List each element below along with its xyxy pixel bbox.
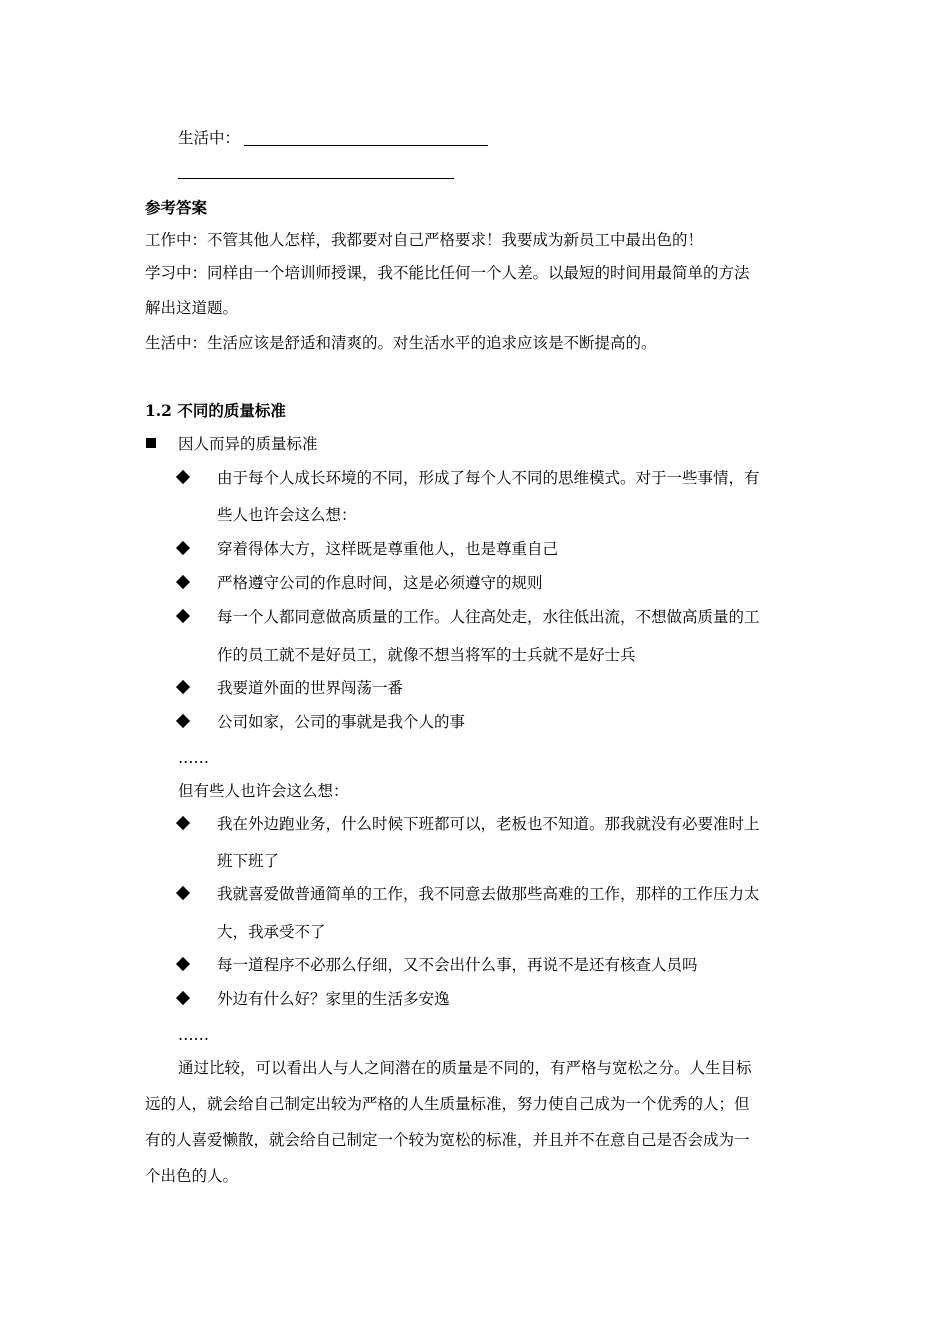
diamond-bullet-icon (176, 609, 190, 623)
list-item-continuation: 班下班了 (217, 852, 280, 870)
list-item: 每一个人都同意做高质量的工作。人往高处走，水往低出流，不想做高质量的工 (217, 608, 760, 626)
answer-work: 工作中：不管其他人怎样，我都要对自己严格要求！我要成为新员工中最出色的！ (145, 231, 704, 249)
list-item: 我要道外面的世界闯荡一番 (217, 679, 404, 697)
diamond-bullet-icon (176, 957, 190, 971)
but-line: 但有些人也许会这么想： (178, 782, 349, 800)
conclusion-line-3: 有的人喜爱懒散，就会给自己制定一个较为宽松的标准，并且并不在意自己是否会成为一 (145, 1131, 750, 1149)
life-fill-blank-2[interactable] (178, 178, 454, 179)
ellipsis: …… (178, 1026, 209, 1044)
life-fill-blank-1[interactable] (244, 145, 488, 146)
diamond-bullet-icon (176, 886, 190, 900)
list-item: 公司如家，公司的事就是我个人的事 (217, 713, 466, 731)
conclusion-line-2: 远的人，就会给自己制定出较为严格的人生质量标准，努力使自己成为一个优秀的人；但 (145, 1095, 750, 1113)
diamond-bullet-icon (176, 680, 190, 694)
answers-heading: 参考答案 (145, 198, 208, 217)
diamond-bullet-icon (176, 470, 190, 484)
answer-study-line-1: 学习中：同样由一个培训师授课，我不能比任何一个人差。以最短的时间用最简单的方法 (145, 264, 750, 282)
answer-study-line-2: 解出这道题。 (145, 299, 239, 317)
diamond-bullet-icon (176, 541, 190, 555)
list-item: 外边有什么好？家里的生活多安逸 (217, 990, 450, 1008)
list-item: 我在外边跑业务，什么时候下班都可以，老板也不知道。那我就没有必要准时上 (217, 815, 760, 833)
list-item: 每一道程序不必那么仔细，又不会出什么事，再说不是还有核查人员吗 (217, 956, 698, 974)
ellipsis: …… (178, 749, 209, 767)
conclusion-line-1: 通过比较，可以看出人与人之间潜在的质量是不同的，有严格与宽松之分。人生目标 (178, 1059, 752, 1077)
list-item-continuation: 些人也许会这么想： (217, 506, 357, 524)
diamond-bullet-icon (176, 991, 190, 1005)
list-item: 由于每个人成长环境的不同，形成了每个人不同的思维模式。对于一些事情，有 (217, 469, 760, 487)
list-item-continuation: 作的员工就不是好员工，就像不想当将军的士兵就不是好士兵 (217, 646, 636, 664)
diamond-bullet-icon (176, 575, 190, 589)
list-item: 穿着得体大方，这样既是尊重他人，也是尊重自己 (217, 540, 559, 558)
diamond-bullet-icon (176, 714, 190, 728)
life-fill-label: 生活中： (178, 129, 241, 147)
answer-life: 生活中：生活应该是舒适和清爽的。对生活水平的追求应该是不断提高的。 (145, 334, 657, 352)
conclusion-line-4: 个出色的人。 (145, 1167, 239, 1185)
bullet-title: 因人而异的质量标准 (178, 435, 318, 453)
list-item: 严格遵守公司的作息时间，这是必须遵守的规则 (217, 574, 543, 592)
section-heading: 1.2 不同的质量标准 (145, 401, 286, 420)
square-bullet-icon (146, 438, 156, 448)
list-item: 我就喜爱做普通简单的工作，我不同意去做那些高难的工作，那样的工作压力太 (217, 885, 760, 903)
list-item-continuation: 大，我承受不了 (217, 923, 326, 941)
diamond-bullet-icon (176, 816, 190, 830)
